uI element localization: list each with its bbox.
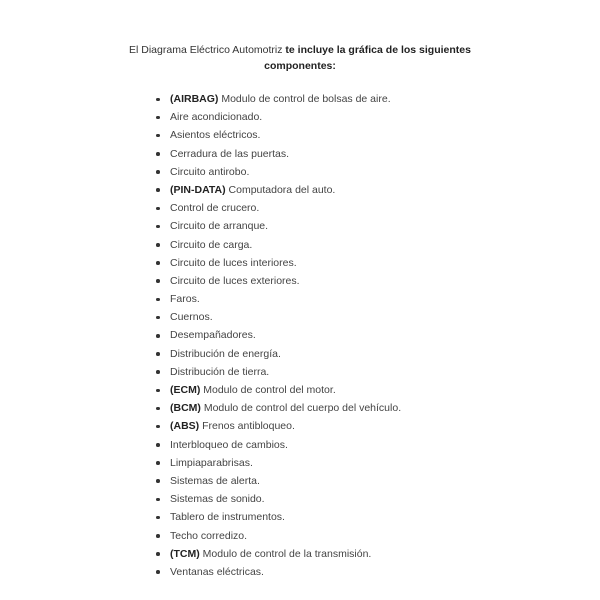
bullet-icon: [156, 570, 160, 574]
list-item-code: (ABS): [170, 420, 200, 433]
list-item-text: Modulo de control del cuerpo del vehículo.: [200, 402, 402, 415]
list-item-text: Cuernos.: [170, 311, 213, 324]
list-item: [153, 417, 401, 435]
list-item-text: Techo corredizo.: [170, 529, 248, 542]
list-item-text: Circuito de carga.: [170, 238, 253, 251]
list-item-text: Circuito de arranque.: [170, 220, 269, 233]
list-item-code: (ECM): [170, 384, 201, 396]
list-item: [153, 454, 401, 472]
list-item-text: Aire acondicionado.: [170, 111, 263, 124]
list-item-code: (PIN-DATA): [170, 183, 226, 196]
list-item-code: (BCM): [170, 402, 201, 415]
list-item-text: Tablero de instrumentos.: [170, 511, 285, 524]
list-item: [153, 199, 401, 217]
bullet-icon: [156, 207, 160, 211]
list-item: [153, 236, 401, 254]
list-item-text: Limpiaparabrisas.: [170, 456, 253, 469]
list-item: [153, 290, 401, 308]
bullet-icon: [156, 425, 160, 429]
list-item: [153, 363, 401, 381]
bullet-icon: [156, 334, 160, 338]
intro-line-1: [0, 42, 600, 58]
list-item: [153, 181, 401, 199]
list-item: [153, 381, 401, 399]
list-item: [153, 345, 401, 363]
list-item-text: Circuito de luces exteriores.: [170, 274, 300, 287]
list-item: [153, 527, 401, 545]
list-item-code: (TCM): [170, 547, 200, 560]
list-item: [153, 508, 401, 526]
list-item: [153, 308, 401, 326]
bullet-icon: [156, 134, 160, 138]
bullet-icon: [156, 225, 160, 229]
list-item-text: Circuito de luces interiores.: [170, 256, 297, 269]
list-item-text: Sistemas de sonido.: [170, 493, 265, 506]
component-list: [153, 90, 401, 581]
bullet-icon: [156, 279, 160, 283]
bullet-icon: [156, 98, 160, 102]
bullet-icon: [156, 316, 160, 320]
list-item-text: Distribución de tierra.: [170, 365, 270, 378]
bullet-icon: [156, 461, 160, 465]
intro-plain-text: El Diagrama Eléctrico Automotriz: [129, 44, 286, 56]
bullet-icon: [156, 116, 160, 120]
list-item-text: Desempañadores.: [170, 329, 256, 342]
list-item-text: Modulo de control de bolsas de aire.: [218, 93, 391, 105]
bullet-icon: [156, 243, 160, 247]
bullet-icon: [156, 516, 160, 520]
bullet-icon: [156, 389, 160, 393]
list-item: [153, 436, 401, 454]
list-item: [153, 326, 401, 344]
bullet-icon: [156, 188, 160, 192]
list-item-code: (AIRBAG): [170, 93, 219, 105]
intro-paragraph: [0, 42, 600, 74]
list-item-text: Asientos eléctricos.: [170, 129, 261, 142]
list-item: [153, 108, 401, 126]
list-item-text: Frenos antibloqueo.: [199, 420, 295, 433]
bullet-icon: [156, 443, 160, 447]
list-item: [153, 399, 401, 417]
list-item-text: Interbloqueo de cambios.: [170, 438, 288, 451]
list-item-text: Modulo de control del motor.: [200, 384, 336, 396]
bullet-icon: [156, 298, 160, 302]
intro-line-2: componentes:: [264, 60, 336, 72]
list-item: [153, 545, 401, 563]
list-item: [153, 90, 401, 108]
bullet-icon: [156, 152, 160, 156]
list-item-text: Computadora del auto.: [225, 183, 336, 196]
list-item: [153, 254, 401, 272]
list-item: [153, 472, 401, 490]
list-item-text: Ventanas eléctricas.: [170, 565, 264, 578]
list-item-text: Sistemas de alerta.: [170, 474, 260, 487]
list-item-text: Control de crucero.: [170, 202, 260, 215]
bullet-icon: [156, 552, 160, 556]
list-item-text: Circuito antirobo.: [170, 165, 250, 178]
list-item-text: Cerradura de las puertas.: [170, 147, 290, 160]
bullet-icon: [156, 479, 160, 483]
list-item-text: Modulo de control de la transmisión.: [199, 547, 372, 560]
list-item-text: Faros.: [170, 293, 200, 306]
list-item-text: Distribución de energía.: [170, 347, 281, 360]
bullet-icon: [156, 370, 160, 374]
bullet-icon: [156, 407, 160, 411]
intro-bold-text: te incluye la gráfica de los siguientes: [285, 44, 471, 56]
bullet-icon: [156, 261, 160, 265]
list-item: [153, 126, 401, 144]
list-item: [153, 217, 401, 235]
bullet-icon: [156, 534, 160, 538]
bullet-icon: [156, 352, 160, 356]
list-item: [153, 272, 401, 290]
bullet-icon: [156, 170, 160, 174]
list-item: [153, 490, 401, 508]
list-item: [153, 145, 401, 163]
bullet-icon: [156, 498, 160, 502]
list-item: [153, 563, 401, 581]
list-item: [153, 163, 401, 181]
